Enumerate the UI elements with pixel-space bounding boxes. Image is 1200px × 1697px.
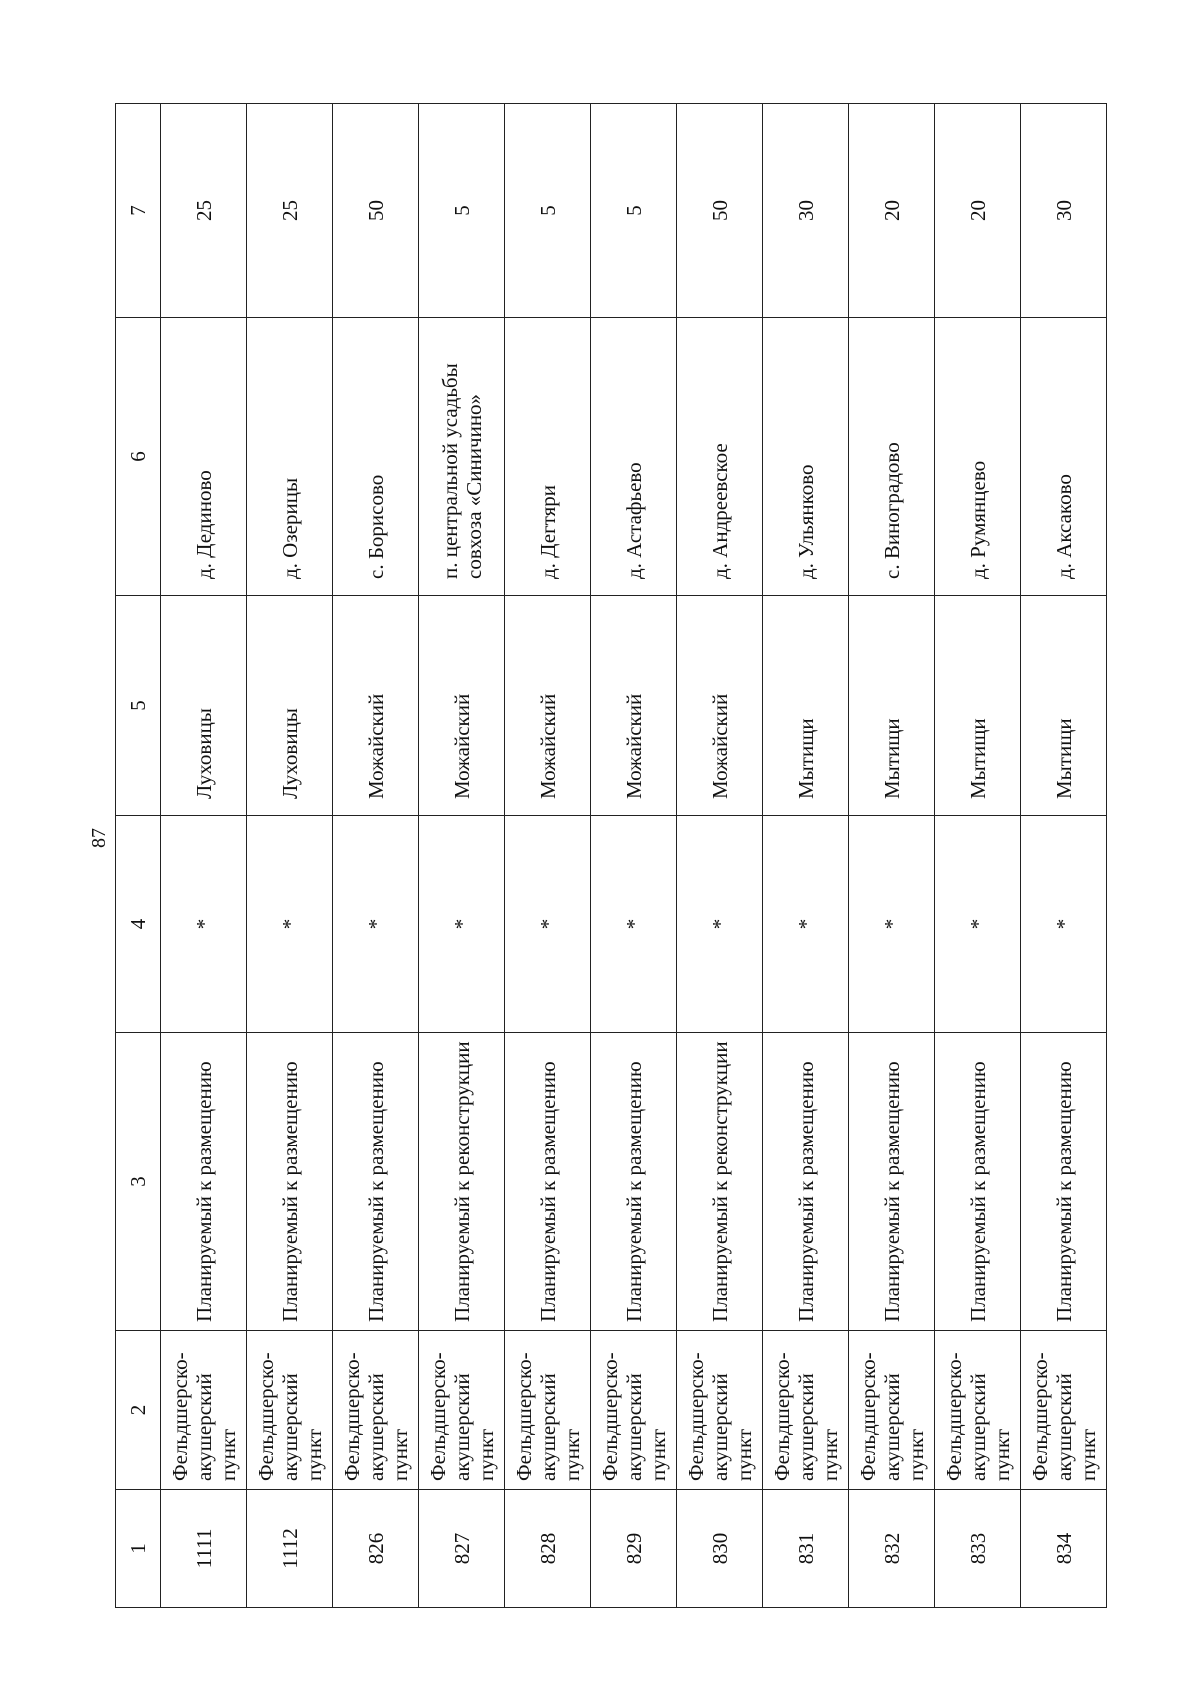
table-row	[1021, 104, 1107, 1608]
locality-cell: д. Румянцево	[935, 318, 1021, 596]
district-cell: Луховицы	[161, 596, 247, 816]
row-number: 1111	[161, 1490, 247, 1608]
column-header: 1	[116, 1490, 161, 1608]
capacity-cell: 50	[333, 104, 419, 318]
column-header: 6	[116, 318, 161, 596]
district-cell: Мытищи	[763, 596, 849, 816]
district-cell: Мытищи	[1021, 596, 1107, 816]
facilities-table	[115, 103, 1107, 1608]
facility-name: Фельдшерско-акушерский пункт	[419, 1331, 505, 1490]
capacity-cell: 5	[591, 104, 677, 318]
district-cell: Мытищи	[849, 596, 935, 816]
facility-name: Фельдшерско-акушерский пункт	[935, 1331, 1021, 1490]
row-number: 828	[505, 1490, 591, 1608]
facility-status: Планируемый к реконструкции	[677, 1033, 763, 1331]
row-number: 832	[849, 1490, 935, 1608]
facility-status: Планируемый к размещению	[161, 1033, 247, 1331]
facility-name: Фельдшерско-акушерский пункт	[333, 1331, 419, 1490]
table-row	[849, 104, 935, 1608]
mark-cell: *	[333, 816, 419, 1033]
row-number: 829	[591, 1490, 677, 1608]
row-number: 833	[935, 1490, 1021, 1608]
column-header: 7	[116, 104, 161, 318]
district-cell: Можайский	[333, 596, 419, 816]
locality-cell: д. Андреевское	[677, 318, 763, 596]
table-row	[591, 104, 677, 1608]
table-row	[161, 104, 247, 1608]
table-row	[505, 104, 591, 1608]
table-rotator	[115, 104, 1100, 1608]
row-number: 830	[677, 1490, 763, 1608]
table-row	[247, 104, 333, 1608]
mark-cell: *	[1021, 816, 1107, 1033]
column-header: 2	[116, 1331, 161, 1490]
mark-cell: *	[247, 816, 333, 1033]
locality-cell: д. Дединово	[161, 318, 247, 596]
facility-name: Фельдшерско-акушерский пункт	[591, 1331, 677, 1490]
page-number: 87	[87, 828, 110, 848]
capacity-cell: 50	[677, 104, 763, 318]
mark-cell: *	[849, 816, 935, 1033]
table-row	[333, 104, 419, 1608]
facility-name: Фельдшерско-акушерский пункт	[849, 1331, 935, 1490]
facility-name: Фельдшерско-акушерский пункт	[1021, 1331, 1107, 1490]
facility-status: Планируемый к реконструкции	[419, 1033, 505, 1331]
mark-cell: *	[935, 816, 1021, 1033]
row-number: 827	[419, 1490, 505, 1608]
capacity-cell: 5	[505, 104, 591, 318]
locality-cell: д. Аксаково	[1021, 318, 1107, 596]
column-number-row	[116, 104, 161, 1608]
facility-name: Фельдшерско-акушерский пункт	[247, 1331, 333, 1490]
capacity-cell: 20	[935, 104, 1021, 318]
facility-status: Планируемый к размещению	[333, 1033, 419, 1331]
table-row	[935, 104, 1021, 1608]
locality-cell: с. Виноградово	[849, 318, 935, 596]
facility-status: Планируемый к размещению	[935, 1033, 1021, 1331]
facility-status: Планируемый к размещению	[1021, 1033, 1107, 1331]
column-header: 3	[116, 1033, 161, 1331]
facility-status: Планируемый к размещению	[247, 1033, 333, 1331]
row-number: 1112	[247, 1490, 333, 1608]
capacity-cell: 25	[247, 104, 333, 318]
facility-status: Планируемый к размещению	[849, 1033, 935, 1331]
mark-cell: *	[419, 816, 505, 1033]
row-number: 831	[763, 1490, 849, 1608]
facility-status: Планируемый к размещению	[591, 1033, 677, 1331]
table-row	[677, 104, 763, 1608]
district-cell: Можайский	[677, 596, 763, 816]
facility-name: Фельдшерско-акушерский пункт	[677, 1331, 763, 1490]
capacity-cell: 25	[161, 104, 247, 318]
row-number: 834	[1021, 1490, 1107, 1608]
capacity-cell: 30	[763, 104, 849, 318]
locality-cell: с. Борисово	[333, 318, 419, 596]
column-header: 5	[116, 596, 161, 816]
row-number: 826	[333, 1490, 419, 1608]
locality-cell: д. Озерицы	[247, 318, 333, 596]
facility-name: Фельдшерско-акушерский пункт	[763, 1331, 849, 1490]
locality-cell: д. Ульянково	[763, 318, 849, 596]
facility-status: Планируемый к размещению	[505, 1033, 591, 1331]
district-cell: Можайский	[505, 596, 591, 816]
table-row	[419, 104, 505, 1608]
mark-cell: *	[763, 816, 849, 1033]
facility-status: Планируемый к размещению	[763, 1033, 849, 1331]
district-cell: Можайский	[591, 596, 677, 816]
locality-cell: п. центральной усадьбы совхоза «Синичино»	[419, 318, 505, 596]
district-cell: Мытищи	[935, 596, 1021, 816]
mark-cell: *	[505, 816, 591, 1033]
district-cell: Луховицы	[247, 596, 333, 816]
capacity-cell: 5	[419, 104, 505, 318]
capacity-cell: 30	[1021, 104, 1107, 318]
facility-name: Фельдшерско-акушерский пункт	[505, 1331, 591, 1490]
locality-cell: д. Дегтяри	[505, 318, 591, 596]
district-cell: Можайский	[419, 596, 505, 816]
mark-cell: *	[591, 816, 677, 1033]
facility-name: Фельдшерско-акушерский пункт	[161, 1331, 247, 1490]
column-header: 4	[116, 816, 161, 1033]
table-row	[763, 104, 849, 1608]
capacity-cell: 20	[849, 104, 935, 318]
locality-cell: д. Астафьево	[591, 318, 677, 596]
mark-cell: *	[161, 816, 247, 1033]
mark-cell: *	[677, 816, 763, 1033]
